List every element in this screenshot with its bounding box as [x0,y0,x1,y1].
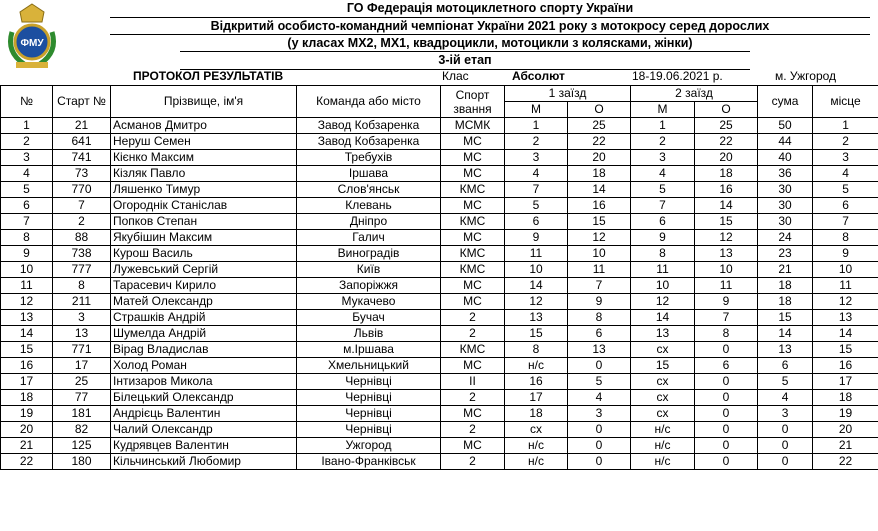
row-num: 8 [1,230,53,246]
race2-position: сх [631,390,695,406]
race1-points: 0 [568,438,631,454]
rider-name: Вірag Владислав [111,342,297,358]
table-row [1,134,878,150]
start-number: 125 [53,438,111,454]
col-race1-m: М [505,102,568,118]
start-number: 741 [53,150,111,166]
final-place: 16 [813,358,878,374]
race2-position: 8 [631,246,695,262]
sport-rank: МС [441,198,505,214]
start-number: 21 [53,118,111,134]
start-number: 82 [53,422,111,438]
row-num: 9 [1,246,53,262]
race1-position: 15 [505,326,568,342]
row-num: 11 [1,278,53,294]
table-row [1,246,878,262]
team-name: Мукачево [297,294,441,310]
total-points: 30 [758,214,813,230]
start-number: 771 [53,342,111,358]
race1-points: 9 [568,294,631,310]
col-race1-o: О [568,102,631,118]
race1-position: 17 [505,390,568,406]
final-place: 22 [813,454,878,470]
race1-position: 6 [505,214,568,230]
rider-name: Інтизаров Микола [111,374,297,390]
race2-position: 12 [631,294,695,310]
rider-name: Курош Василь [111,246,297,262]
race1-position: 4 [505,166,568,182]
race2-points: 0 [695,422,758,438]
col-race2: 2 заїзд [631,86,758,102]
class-value: Абсолют [512,69,565,83]
race1-points: 22 [568,134,631,150]
race2-points: 13 [695,246,758,262]
team-name: Чернівці [297,374,441,390]
race2-points: 14 [695,198,758,214]
race2-points: 12 [695,230,758,246]
col-sum: сума [758,86,813,118]
race2-position: 3 [631,150,695,166]
race1-position: 9 [505,230,568,246]
race2-position: н/с [631,438,695,454]
row-num: 17 [1,374,53,390]
total-points: 50 [758,118,813,134]
race1-points: 6 [568,326,631,342]
race2-position: 13 [631,326,695,342]
start-number: 3 [53,310,111,326]
race1-points: 0 [568,358,631,374]
team-name: Чернівці [297,390,441,406]
race1-points: 20 [568,150,631,166]
race2-position: 2 [631,134,695,150]
total-points: 30 [758,198,813,214]
start-number: 777 [53,262,111,278]
team-name: Клевань [297,198,441,214]
row-num: 12 [1,294,53,310]
race1-position: 8 [505,342,568,358]
table-row [1,182,878,198]
sport-rank: КМС [441,342,505,358]
total-points: 30 [758,182,813,198]
col-race2-o: О [695,102,758,118]
sport-rank: 2 [441,422,505,438]
row-num: 2 [1,134,53,150]
team-name: Чернівці [297,422,441,438]
final-place: 6 [813,198,878,214]
race1-position: н/с [505,358,568,374]
race1-position: 2 [505,134,568,150]
total-points: 15 [758,310,813,326]
team-name: Завод Кобзаренка [297,134,441,150]
table-row [1,342,878,358]
rider-name: Ляшенко Тимур [111,182,297,198]
start-number: 88 [53,230,111,246]
race2-points: 6 [695,358,758,374]
race2-position: н/с [631,422,695,438]
race1-position: 12 [505,294,568,310]
total-points: 4 [758,390,813,406]
race2-points: 0 [695,406,758,422]
race1-position: 1 [505,118,568,134]
rider-name: Білецький Олександр [111,390,297,406]
sport-rank: КМС [441,246,505,262]
rider-name: Холод Роман [111,358,297,374]
start-number: 211 [53,294,111,310]
sport-rank: МС [441,134,505,150]
sport-rank: 2 [441,454,505,470]
sport-rank: МС [441,150,505,166]
race2-points: 0 [695,454,758,470]
table-row [1,150,878,166]
sport-rank: МС [441,358,505,374]
start-number: 77 [53,390,111,406]
race1-points: 16 [568,198,631,214]
race2-points: 0 [695,390,758,406]
row-num: 21 [1,438,53,454]
total-points: 0 [758,422,813,438]
start-number: 180 [53,454,111,470]
start-number: 17 [53,358,111,374]
table-row [1,198,878,214]
team-name: Требухів [297,150,441,166]
final-place: 10 [813,262,878,278]
race2-points: 16 [695,182,758,198]
final-place: 7 [813,214,878,230]
row-num: 20 [1,422,53,438]
team-name: Виноградів [297,246,441,262]
final-place: 9 [813,246,878,262]
race2-points: 8 [695,326,758,342]
rider-name: Асманов Дмитро [111,118,297,134]
final-place: 13 [813,310,878,326]
race1-points: 13 [568,342,631,358]
race1-position: сх [505,422,568,438]
race1-points: 15 [568,214,631,230]
row-num: 22 [1,454,53,470]
total-points: 0 [758,454,813,470]
sport-rank: МС [441,166,505,182]
race1-position: 3 [505,150,568,166]
sport-rank: МС [441,406,505,422]
race1-position: 16 [505,374,568,390]
race2-points: 20 [695,150,758,166]
rider-name: Тарасевич Кирило [111,278,297,294]
race2-points: 25 [695,118,758,134]
team-name: Ужгород [297,438,441,454]
race2-points: 15 [695,214,758,230]
row-num: 15 [1,342,53,358]
race1-points: 0 [568,422,631,438]
sport-rank: МС [441,278,505,294]
race1-points: 11 [568,262,631,278]
race1-position: 18 [505,406,568,422]
start-number: 181 [53,406,111,422]
rider-name: Кудрявцев Валентин [111,438,297,454]
rider-name: Якубішин Максим [111,230,297,246]
race2-position: сх [631,374,695,390]
rider-name: Неруш Семен [111,134,297,150]
team-name: Завод Кобзаренка [297,118,441,134]
federation-logo [2,2,62,72]
col-place: місце [813,86,878,118]
event-city: м. Ужгород [775,69,837,83]
rider-name: Огороднік Станіслав [111,198,297,214]
rider-name: Страшків Андрій [111,310,297,326]
row-num: 4 [1,166,53,182]
race1-points: 0 [568,454,631,470]
row-num: 14 [1,326,53,342]
sport-rank: МС [441,294,505,310]
race1-points: 25 [568,118,631,134]
sport-rank: 2 [441,310,505,326]
table-row [1,438,878,454]
final-place: 3 [813,150,878,166]
rider-name: Шумелда Андрій [111,326,297,342]
race2-position: сх [631,342,695,358]
team-name: Запоріжжя [297,278,441,294]
team-name: Іршава [297,166,441,182]
total-points: 0 [758,438,813,454]
team-name: Хмельницький [297,358,441,374]
sport-rank: 2 [441,326,505,342]
event-dates: 18-19.06.2021 р. [632,69,723,83]
table-row [1,262,878,278]
protocol-title: ПРОТОКОЛ РЕЗУЛЬТАТІВ [133,69,284,83]
col-rank: Спорт звання [441,86,505,118]
sport-rank: КМС [441,182,505,198]
race2-position: 9 [631,230,695,246]
table-row [1,118,878,134]
table-row [1,278,878,294]
championship-title: Відкритий особисто-командний чемпіонат України 2021 року з мотокросу серед дорослих [110,17,870,35]
team-name: м.Іршава [297,342,441,358]
sport-rank: МС [441,438,505,454]
row-num: 3 [1,150,53,166]
race1-position: 11 [505,246,568,262]
row-num: 18 [1,390,53,406]
race2-position: 1 [631,118,695,134]
team-name: Київ [297,262,441,278]
class-label: Клас [442,69,469,83]
federation-title: ГО Федерація мотоциклетного спорту України [346,1,634,15]
rider-name: Кієнко Максим [111,150,297,166]
col-race1: 1 заїзд [505,86,631,102]
col-name: Прізвище, ім'я [111,86,297,118]
final-place: 15 [813,342,878,358]
total-points: 18 [758,278,813,294]
start-number: 73 [53,166,111,182]
svg-text:ФМУ: ФМУ [20,38,44,49]
total-points: 3 [758,406,813,422]
rider-name: Кільчинський Любомир [111,454,297,470]
col-team: Команда або місто [297,86,441,118]
race2-position: 4 [631,166,695,182]
total-points: 5 [758,374,813,390]
sport-rank: КМС [441,214,505,230]
sport-rank: МС [441,230,505,246]
race1-position: 7 [505,182,568,198]
total-points: 21 [758,262,813,278]
final-place: 5 [813,182,878,198]
final-place: 8 [813,230,878,246]
final-place: 20 [813,422,878,438]
race1-points: 10 [568,246,631,262]
results-table [0,85,878,470]
stage-label: 3-ій етап [180,51,750,70]
final-place: 1 [813,118,878,134]
final-place: 12 [813,294,878,310]
row-num: 6 [1,198,53,214]
table-row [1,454,878,470]
results-body [1,118,878,470]
race1-points: 8 [568,310,631,326]
race2-position: 11 [631,262,695,278]
race1-points: 5 [568,374,631,390]
table-row [1,374,878,390]
start-number: 738 [53,246,111,262]
race2-points: 9 [695,294,758,310]
total-points: 13 [758,342,813,358]
team-name: Чернівці [297,406,441,422]
race1-position: н/с [505,438,568,454]
table-row [1,166,878,182]
row-num: 10 [1,262,53,278]
final-place: 18 [813,390,878,406]
team-name: Івано-Франківськ [297,454,441,470]
team-name: Галич [297,230,441,246]
final-place: 19 [813,406,878,422]
sport-rank: КМС [441,262,505,278]
race2-position: 6 [631,214,695,230]
race2-position: 7 [631,198,695,214]
sport-rank: 2 [441,390,505,406]
rider-name: Матей Олександр [111,294,297,310]
start-number: 2 [53,214,111,230]
start-number: 13 [53,326,111,342]
race1-position: 13 [505,310,568,326]
race1-points: 12 [568,230,631,246]
final-place: 11 [813,278,878,294]
race2-points: 10 [695,262,758,278]
race2-points: 11 [695,278,758,294]
col-num: № [1,86,53,118]
total-points: 36 [758,166,813,182]
race2-position: 15 [631,358,695,374]
race2-points: 22 [695,134,758,150]
rider-name: Андрієць Валентин [111,406,297,422]
race2-position: 10 [631,278,695,294]
start-number: 641 [53,134,111,150]
final-place: 4 [813,166,878,182]
row-num: 13 [1,310,53,326]
table-row [1,406,878,422]
table-row [1,390,878,406]
race2-position: сх [631,406,695,422]
final-place: 17 [813,374,878,390]
race2-position: 5 [631,182,695,198]
total-points: 23 [758,246,813,262]
row-num: 19 [1,406,53,422]
race1-position: н/с [505,454,568,470]
final-place: 21 [813,438,878,454]
total-points: 40 [758,150,813,166]
rider-name: Попков Степан [111,214,297,230]
rider-name: Лужевський Сергій [111,262,297,278]
race2-points: 0 [695,342,758,358]
race2-points: 0 [695,374,758,390]
race1-points: 18 [568,166,631,182]
race1-position: 5 [505,198,568,214]
race2-points: 7 [695,310,758,326]
race2-position: 14 [631,310,695,326]
team-name: Бучач [297,310,441,326]
table-row [1,358,878,374]
table-row [1,294,878,310]
start-number: 8 [53,278,111,294]
classes-subtitle: (у класах МХ2, МХ1, квадроцикли, мотоцикли з колясками, жінки) [110,34,870,52]
table-row [1,326,878,342]
sport-rank: МСМК [441,118,505,134]
start-number: 770 [53,182,111,198]
team-name: Слов'янськ [297,182,441,198]
race1-position: 14 [505,278,568,294]
race1-points: 7 [568,278,631,294]
start-number: 7 [53,198,111,214]
total-points: 24 [758,230,813,246]
row-num: 16 [1,358,53,374]
table-row [1,230,878,246]
total-points: 44 [758,134,813,150]
col-start: Старт № [53,86,111,118]
rider-name: Чалий Олександр [111,422,297,438]
start-number: 25 [53,374,111,390]
race2-points: 18 [695,166,758,182]
row-num: 1 [1,118,53,134]
race2-position: н/с [631,454,695,470]
team-name: Дніпро [297,214,441,230]
row-num: 5 [1,182,53,198]
col-race2-m: М [631,102,695,118]
race1-points: 4 [568,390,631,406]
total-points: 14 [758,326,813,342]
row-num: 7 [1,214,53,230]
table-row [1,310,878,326]
rider-name: Кізляк Павло [111,166,297,182]
race1-points: 14 [568,182,631,198]
final-place: 14 [813,326,878,342]
table-row [1,422,878,438]
total-points: 6 [758,358,813,374]
race2-points: 0 [695,438,758,454]
race1-position: 10 [505,262,568,278]
table-row [1,214,878,230]
final-place: 2 [813,134,878,150]
race1-points: 3 [568,406,631,422]
team-name: Львів [297,326,441,342]
sport-rank: ІІ [441,374,505,390]
total-points: 18 [758,294,813,310]
